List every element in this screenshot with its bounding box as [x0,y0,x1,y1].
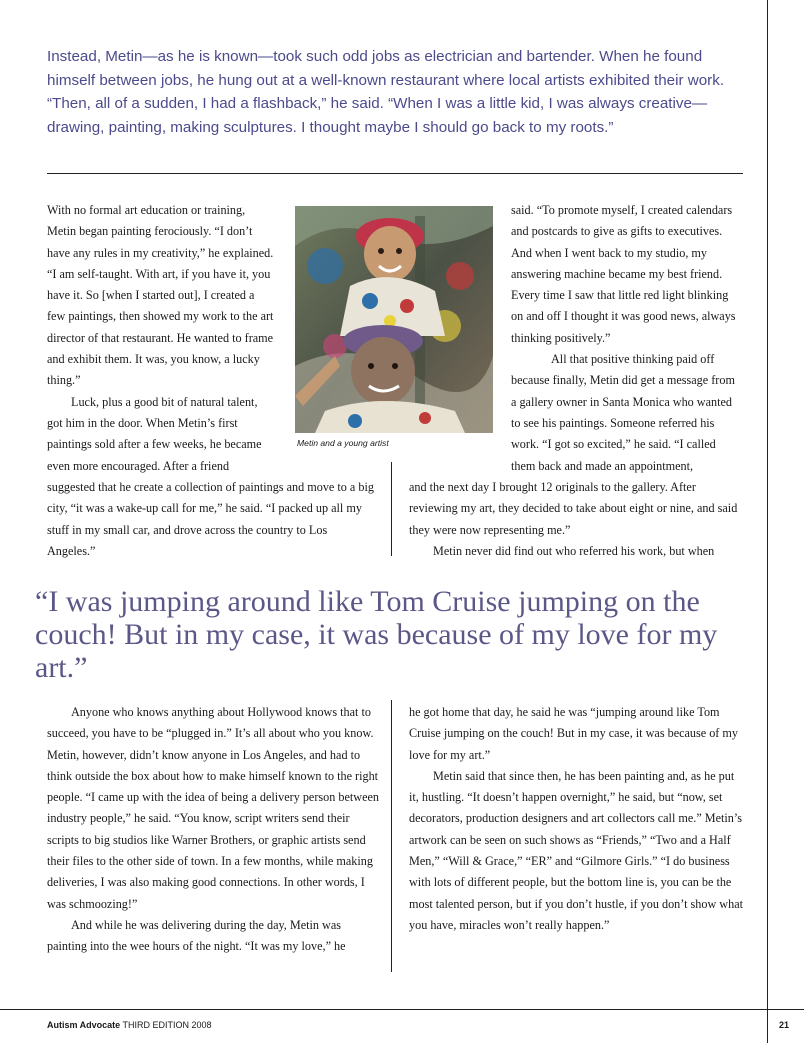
photo-caption: Metin and a young artist [297,438,389,448]
paragraph: Metin said that since then, he has been painting and, as he put it, hustling. “It doesn’t happen overnight,” he said, but “now, set decorators, production designers and art collectors call me.” Metin’s artwork can be seen on such shows as “Friends,” “Two and a Half Men,” “Will & Grace,” “ER” and “Gilmore Girls.” “I do business with lots of different people, but the bottom line is, you can be the most talented person, but if you don’t hustle, if you don’t show what you have, miracles won’t really happen.” [409,768,743,932]
paragraph: he got home that day, he said he was “jumping around like Tom Cruise jumping on the couch! But in my case, it was because of my love for my art.” [409,705,738,762]
right-margin-rule [767,0,768,1043]
footer-rule [0,1009,804,1010]
page-number: 21 [779,1020,790,1030]
upper-left-column-continued [47,477,375,562]
photo-metin-and-young-artist [295,206,493,433]
paragraph: Metin never did find out who referred his work, but when [433,543,715,558]
publication-name: Autism Advocate [47,1020,121,1030]
upper-right-column-continued [409,477,743,562]
paragraph: With no formal art education or training, Metin began painting ferociously. “I don’t have any rules in my creativity,” he explained. “I am self-taught. With art, if you have it, you have it. So [when I started out], I created a few paintings, then showed my work to the art director of that restaurant. He wanted to frame and exhibit them. It was, you know, a lucky thing.” [47,203,274,388]
paragraph: suggested that he create a collection of paintings and move to a big city, “it was a wake-up call for me,” he said. “I packed up all my stuff in my small car, and drove across the country to Los Angeles.” [47,480,374,558]
paragraph: And while he was delivering during the day, Metin was painting into the wee hours of the night. “It was my love,” he [47,917,346,954]
lower-left-column [47,702,379,958]
paragraph: All that positive thinking paid off because finally, Metin did get a message from a gallery owner in Santa Monica who wanted to see his paintings. Someone referred his work. “I got so excited,” he said. “I called them back and made an appointment, [511,352,735,473]
paragraph: Luck, plus a good bit of natural talent, got him in the door. When Metin’s first paintings sold after a few weeks, he became even more encouraged. After a friend [47,394,262,473]
photo-illustration [295,206,493,433]
paragraph: and the next day I brought 12 originals to the gallery. After reviewing my art, they decided to take about eight or nine, and said they were now representing me.” [409,480,738,537]
edition-label: THIRD EDITION 2008 [122,1020,212,1030]
footer-publication [47,1020,212,1030]
column-divider [391,700,392,972]
paragraph: said. “To promote myself, I created calendars and postcards to give as gifts to executives. And when I went back to my studio, my answering machine became my best friend. Every time I saw that little red light blinking on and off I thought it was good news, always thinking positively.” [511,203,736,345]
pull-quote: “I was jumping around like Tom Cruise jumping on the couch! But in my case, it was because of my love for my art.” [35,585,718,684]
paragraph: Anyone who knows anything about Hollywood knows that to succeed, you have to be “plugged in.” It’s all about who you know. Metin, however, didn’t know anyone in Los Angeles, and had to think outside the box about how to make himself known to the right people. “I came up with the idea of being a delivery person between industry people,” he said. “You know, script writers send their scripts to big studios like Warner Brothers, or graphic artists send their files to the other side of town. In a few months, while making deliveries, I was also making good connections. In other words, I was schmoozing!” [47,705,379,911]
upper-left-column [47,200,275,477]
section-divider [47,173,743,174]
lower-right-column [409,702,743,936]
intro-paragraph: Instead, Metin—as he is known—took such odd jobs as electrician and bartender. When he found himself between jobs, he hung out at a well-known restaurant where local artists exhibited their work. “Then, all of a sudden, I had a flashback,” he said. “When I was a little kid, I was always creative—drawing, painting, making sculptures. I thought maybe I should go back to my roots.” [47,48,725,136]
upper-right-column [511,200,743,477]
column-divider [391,462,392,556]
